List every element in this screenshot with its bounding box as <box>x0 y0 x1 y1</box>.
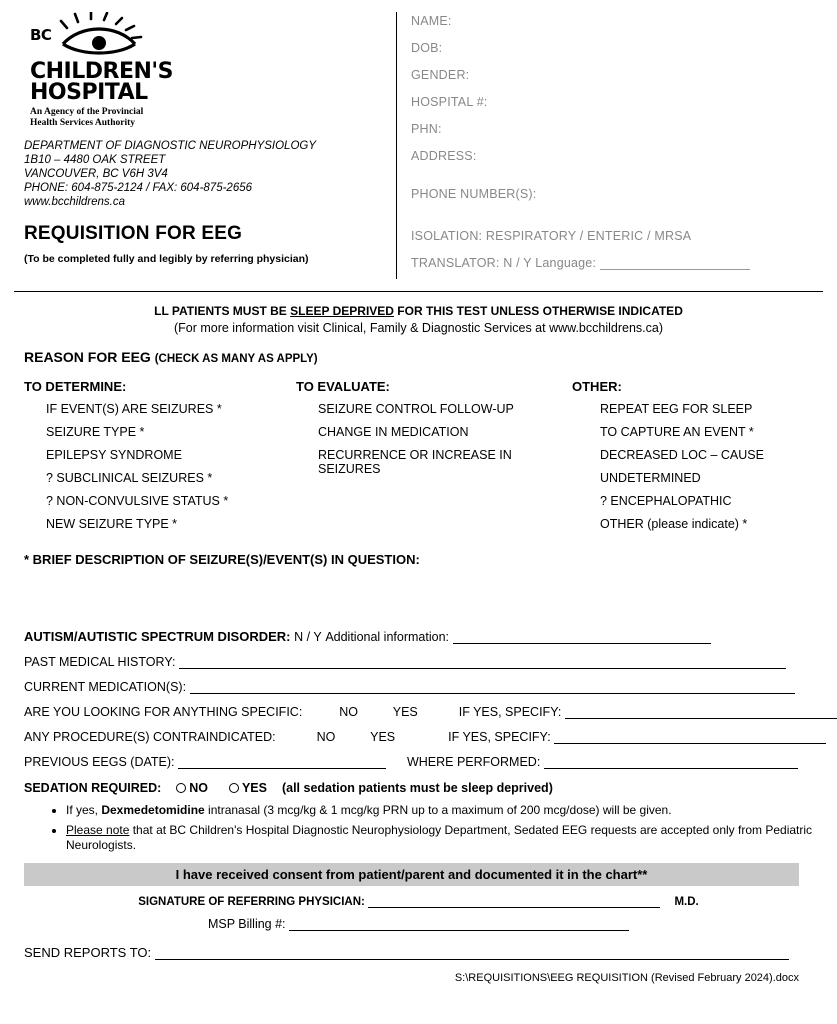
document-body <box>0 304 837 984</box>
logo-childrens-text: CHILDREN'S <box>30 59 173 84</box>
brief-description-label: * BRIEF DESCRIPTION OF SEIZURE(S)/EVENT(S) IN QUESTION: <box>24 552 420 567</box>
website-line: www.bcchildrens.ca <box>24 196 125 208</box>
past-medical-history-label: PAST MEDICAL HISTORY: <box>24 655 176 669</box>
page-subtitle: (To be completed fully and legibly by referring physician) <box>24 253 309 265</box>
looking-specific-no-option[interactable]: NO <box>339 705 359 719</box>
where-performed-input[interactable] <box>544 757 798 769</box>
sedation-bullet-please-note <box>66 823 813 853</box>
current-medications-input[interactable] <box>190 682 795 694</box>
looking-specific-input[interactable] <box>565 707 837 719</box>
consent-banner: I have received consent from patient/parent and documented it in the chart** <box>24 863 799 886</box>
looking-specific-yes-option[interactable]: YES <box>392 705 418 719</box>
send-reports-label: SEND REPORTS TO: <box>24 945 152 960</box>
sedation-label: SEDATION REQUIRED: <box>24 781 162 795</box>
column-to-evaluate <box>296 379 572 540</box>
patient-info-panel <box>411 8 813 283</box>
checkbox-item-other-please-indicate[interactable]: OTHER (please indicate) * <box>600 517 748 531</box>
patient-phone-numbers-field[interactable]: PHONE NUMBER(S): <box>411 187 537 201</box>
checkbox-item-non-convulsive-status[interactable]: ? NON-CONVULSIVE STATUS * <box>46 494 229 508</box>
document-footer-path: S:\REQUISITIONS\EEG REQUISITION (Revised February 2024).docx <box>454 972 799 984</box>
column-heading: TO DETERMINE: <box>24 379 127 394</box>
send-reports-input[interactable] <box>155 948 789 960</box>
checkbox-item-recurrence-or-increase[interactable]: RECURRENCE OR INCREASE IN SEIZURES <box>318 448 512 476</box>
translator-language-input[interactable] <box>600 257 750 270</box>
bullet2-post: that at BC Children's Hospital Diagnostic Neurophysiology Department, Sedated EEG requests are accepted only from Pediatric Neurologists. <box>66 823 813 852</box>
past-medical-history-row <box>24 655 813 669</box>
patient-name-field[interactable]: NAME: <box>411 14 452 28</box>
translator-field[interactable] <box>411 256 813 270</box>
header-left-column <box>24 8 396 283</box>
reason-section-title <box>24 349 813 365</box>
column-other <box>572 379 813 540</box>
signature-label: SIGNATURE OF REFERRING PHYSICIAN: <box>138 896 365 908</box>
sedation-bullet-dexmedetomidine <box>66 803 813 818</box>
msp-billing-row <box>24 917 813 931</box>
autism-additional-label: Additional information: <box>325 630 449 644</box>
msp-billing-input[interactable] <box>289 919 629 931</box>
department-address-block <box>24 139 386 209</box>
translator-label: TRANSLATOR: N / Y Language: <box>411 256 597 270</box>
previous-eegs-label: PREVIOUS EEGS (DATE): <box>24 755 175 769</box>
checkbox-item-seizure-control-follow-up[interactable]: SEIZURE CONTROL FOLLOW-UP <box>318 402 514 416</box>
sedation-notes-list <box>24 803 813 853</box>
previous-eegs-row <box>24 755 813 769</box>
procedures-contraindicated-row <box>24 730 813 744</box>
notice-more-info: (For more information visit Clinical, Family & Diagnostic Services at www.bcchildrens.ca) <box>173 321 664 335</box>
checkbox-item-repeat-eeg-for-sleep[interactable]: REPEAT EEG FOR SLEEP <box>600 402 753 416</box>
checkbox-item-seizure-type[interactable]: SEIZURE TYPE * <box>46 425 145 439</box>
procedures-if-yes-label: IF YES, SPECIFY: <box>448 730 551 744</box>
autism-label: AUTISM/AUTISTIC SPECTRUM DISORDER: <box>24 629 291 644</box>
logo-agency-line1: An Agency of the Provincial <box>30 107 144 117</box>
column-to-determine <box>24 379 296 540</box>
checkbox-item-undetermined[interactable]: UNDETERMINED <box>600 471 701 485</box>
md-label: M.D. <box>674 896 699 908</box>
procedures-yes-option[interactable]: YES <box>370 730 396 744</box>
looking-specific-row <box>24 705 813 719</box>
autism-additional-input[interactable] <box>453 632 711 644</box>
isolation-field[interactable]: ISOLATION: RESPIRATORY / ENTERIC / MRSA <box>411 229 692 243</box>
procedures-specify-input[interactable] <box>554 732 826 744</box>
sedation-yes-radio[interactable] <box>229 783 239 793</box>
address-line-2: VANCOUVER, BC V6H 3V4 <box>24 168 168 180</box>
column-heading: OTHER: <box>572 379 622 394</box>
logo-agency-line2: Health Services Authority <box>30 118 136 128</box>
logo-hospital-text: HOSPITAL <box>30 80 148 105</box>
current-medications-row <box>24 680 813 694</box>
checkbox-item-to-capture-an-event[interactable]: TO CAPTURE AN EVENT * <box>600 425 754 439</box>
patient-dob-field[interactable]: DOB: <box>411 41 443 55</box>
header-vertical-divider <box>396 12 397 279</box>
logo-bc-text: BC <box>30 26 52 44</box>
looking-specific-label: ARE YOU LOOKING FOR ANYTHING SPECIFIC: <box>24 705 303 719</box>
reason-title-text: REASON FOR EEG <box>24 349 151 365</box>
msp-billing-label: MSP Billing #: <box>207 917 286 931</box>
header-rule <box>14 291 823 292</box>
procedures-no-option[interactable]: NO <box>316 730 336 744</box>
department-name: DEPARTMENT OF DIAGNOSTIC NEUROPHYSIOLOGY <box>24 140 317 152</box>
patient-phn-field[interactable]: PHN: <box>411 122 442 136</box>
signature-input[interactable] <box>368 896 660 908</box>
bullet1-pre: If yes, <box>66 803 102 817</box>
checkbox-item-if-events-are-seizures[interactable]: IF EVENT(S) ARE SEIZURES * <box>46 402 222 416</box>
page-title: REQUISITION FOR EEG <box>24 223 243 244</box>
reason-columns <box>24 379 813 540</box>
reason-title-hint: (CHECK AS MANY AS APPLY) <box>154 353 318 365</box>
checkbox-item-epilepsy-syndrome[interactable]: EPILEPSY SYNDROME <box>46 448 182 462</box>
address-line-1: 1B10 – 4480 OAK STREET <box>24 154 166 166</box>
sunburst-eye-icon <box>55 12 165 61</box>
sedation-note: (all sedation patients must be sleep deprived) <box>281 781 553 795</box>
sedation-no-radio[interactable] <box>176 783 186 793</box>
patient-hospital-number-field[interactable]: HOSPITAL #: <box>411 95 488 109</box>
patient-gender-field[interactable]: GENDER: <box>411 68 470 82</box>
checkbox-item-new-seizure-type[interactable]: NEW SEIZURE TYPE * <box>46 517 178 531</box>
previous-eegs-input[interactable] <box>178 757 386 769</box>
bullet1-post: intranasal (3 mcg/kg & 1 mcg/kg PRN up to a maximum of 200 mcg/dose) will be given. <box>204 803 672 817</box>
where-performed-label: WHERE PERFORMED: <box>406 755 541 769</box>
notice-line1-b: FOR THIS TEST UNLESS OTHERWISE INDICATED <box>393 304 683 318</box>
bullet1-drug-name: Dexmedetomidine <box>101 803 205 817</box>
past-medical-history-input[interactable] <box>179 657 786 669</box>
checkbox-item-encephalopathic[interactable]: ? ENCEPHALOPATHIC <box>600 494 732 508</box>
document-header <box>0 0 837 283</box>
looking-specific-if-yes-label: IF YES, SPECIFY: <box>458 705 562 719</box>
notice-line1-a: LL PATIENTS MUST BE <box>154 304 291 318</box>
sleep-deprived-notice <box>24 304 813 318</box>
checkbox-item-decreased-loc-cause[interactable]: DECREASED LOC – CAUSE <box>600 448 764 462</box>
column-heading: TO EVALUATE: <box>296 379 390 394</box>
bullet2-please-note: Please note <box>66 823 130 837</box>
sedation-no-label[interactable]: NO <box>189 781 208 795</box>
checkbox-item-change-in-medication[interactable]: CHANGE IN MEDICATION <box>318 425 469 439</box>
bc-childrens-hospital-logo <box>30 12 260 129</box>
checkbox-item-subclinical-seizures[interactable]: ? SUBCLINICAL SEIZURES * <box>46 471 213 485</box>
signature-row <box>24 896 813 908</box>
sedation-row <box>24 781 813 795</box>
patient-address-field[interactable]: ADDRESS: <box>411 149 477 163</box>
notice-underlined-text: SLEEP DEPRIVED <box>290 304 394 318</box>
procedures-contraindicated-label: ANY PROCEDURE(S) CONTRAINDICATED: <box>24 730 276 744</box>
sedation-yes-label[interactable]: YES <box>241 781 267 795</box>
current-medications-label: CURRENT MEDICATION(S): <box>24 680 187 694</box>
phone-fax-line: PHONE: 604-875-2124 / FAX: 604-875-2656 <box>24 182 253 194</box>
autism-row <box>24 629 813 644</box>
autism-ny-option[interactable]: N / Y <box>294 630 322 644</box>
send-reports-row <box>24 945 813 960</box>
